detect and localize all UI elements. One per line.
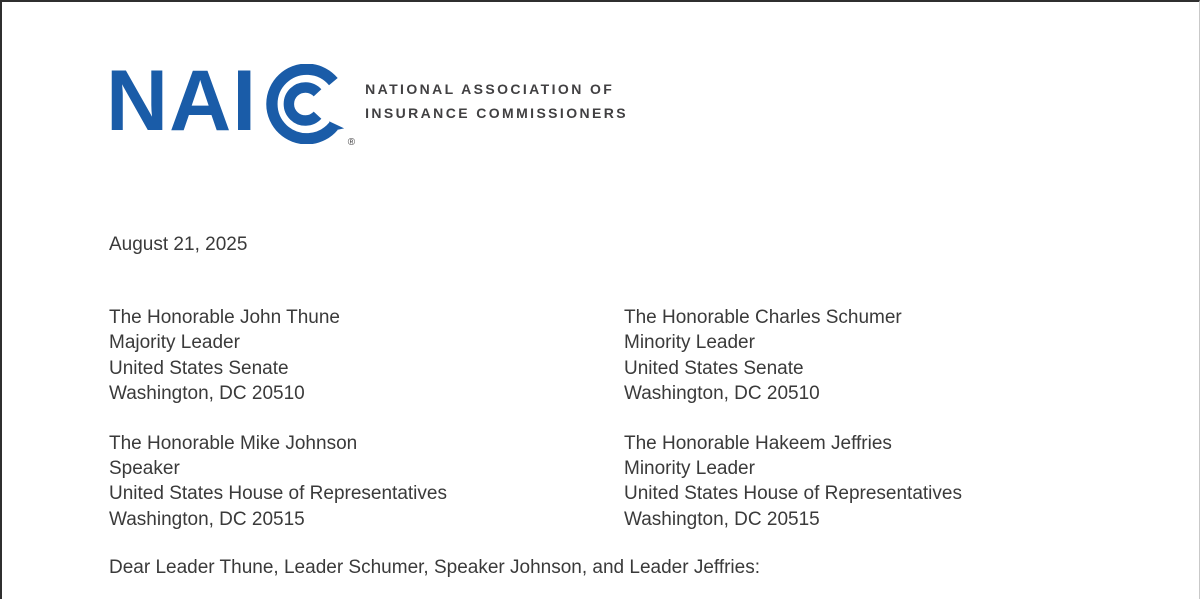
recipient-title: Minority Leader (624, 458, 755, 480)
recipient-org: United States House of Representatives (109, 483, 447, 505)
recipient-block-jeffries (624, 431, 962, 533)
naic-logo (106, 53, 628, 149)
naic-wordmark (365, 77, 628, 125)
recipient-address-blocks (109, 305, 962, 532)
letter-salutation: Dear Leader Thune, Leader Schumer, Speaker Johnson, and Leader Jeffries: (109, 557, 761, 578)
recipient-name: The Honorable John Thune (109, 307, 340, 328)
naic-logo-letters: NAI (106, 53, 258, 149)
registered-trademark-icon: ® (347, 137, 356, 148)
recipient-org: United States Senate (109, 357, 289, 379)
recipient-city: Washington, DC 20515 (109, 508, 305, 530)
recipient-title: Majority Leader (109, 332, 240, 354)
recipient-org: United States House of Representatives (624, 483, 962, 505)
recipient-city: Washington, DC 20515 (624, 508, 820, 530)
letter-date: August 21, 2025 (109, 234, 248, 255)
recipient-title: Speaker (109, 458, 180, 480)
naic-c-emblem-icon (261, 64, 356, 148)
recipient-name: The Honorable Hakeem Jeffries (624, 432, 892, 454)
recipient-org: United States Senate (624, 357, 804, 379)
recipient-block-thune (109, 305, 624, 407)
recipient-city: Washington, DC 20510 (109, 383, 305, 405)
recipient-block-johnson (109, 431, 624, 533)
recipient-title: Minority Leader (624, 332, 755, 354)
recipient-name: The Honorable Mike Johnson (109, 432, 358, 454)
naic-wordmark-line1: NATIONAL ASSOCIATION OF (365, 81, 615, 97)
recipient-block-schumer (624, 305, 962, 407)
recipient-city: Washington, DC 20510 (624, 383, 820, 405)
recipient-name: The Honorable Charles Schumer (624, 307, 902, 328)
naic-wordmark-line2: INSURANCE COMMISSIONERS (365, 105, 628, 121)
